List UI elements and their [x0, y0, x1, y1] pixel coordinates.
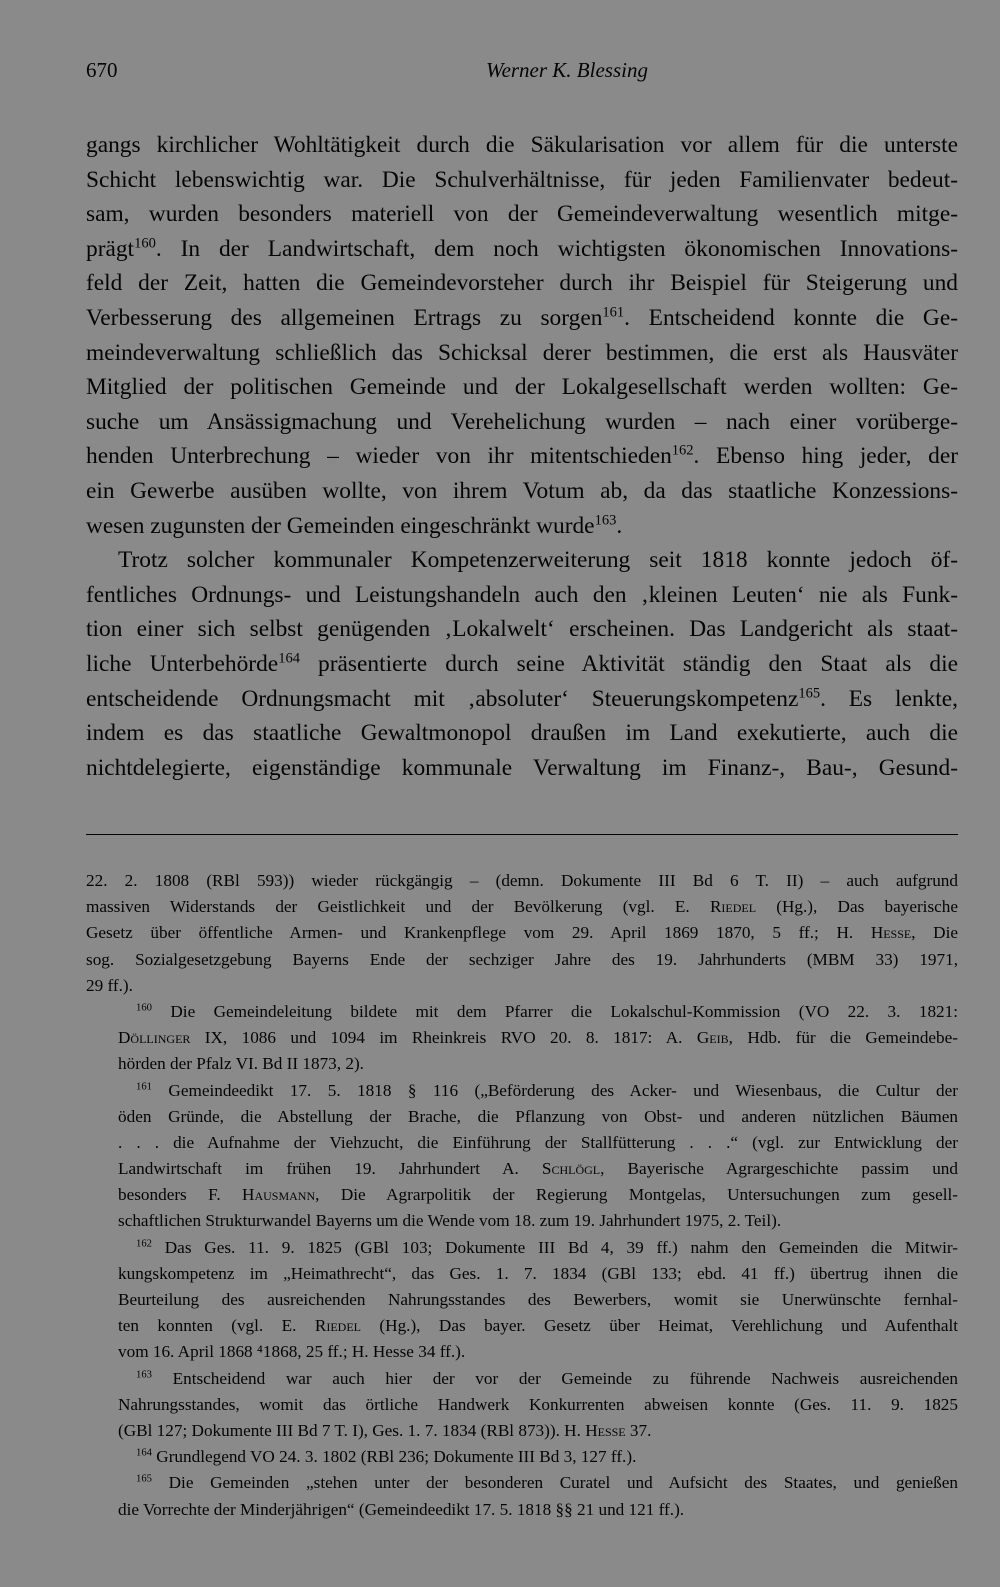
- footnote-line: hörden der Pfalz VI. Bd II 1873, 2).: [118, 1054, 364, 1074]
- footnote-ref: 162: [671, 442, 694, 459]
- footnote-number: 164: [136, 1447, 152, 1459]
- footnote-162: [86, 1235, 958, 1366]
- page-number: 670: [86, 58, 118, 82]
- footnote-ref: 160: [134, 235, 156, 252]
- footnote-line: öden Gründe, die Abstellung der Brache, die Pflanzung von Obst- und anderen nützlichen Bäumen: [118, 1106, 958, 1126]
- footnote-line: ten konnten (vgl. E. Riedel (Hg.), Das bayer. Gesetz über Heimat, Verehlichung und Aufenthalt: [118, 1316, 958, 1336]
- footnote-number: 162: [136, 1238, 152, 1250]
- footnote-number: 160: [136, 1002, 152, 1014]
- text-line: meindeverwaltung schließlich das Schicksal derer bestimmen, die erst als Hausväter: [86, 339, 958, 366]
- text-line: ein Gewerbe ausüben wollte, von ihrem Votum ab, da das staatliche Konzessions-: [86, 477, 958, 504]
- footnote-line: 22. 2. 1808 (RBl 593)) wieder rückgängig – (demn. Dokumente III Bd 6 T. II) – auch aufgrund: [86, 871, 958, 890]
- text-line: Verbesserung des allgemeinen Ertrags zu sorgen$^{161}$. Entscheidend konnte die Ge-: [86, 304, 958, 331]
- text-line: sam, wurden besonders materiell von der Gemeindeverwaltung wesentlich mitge-: [86, 201, 958, 228]
- footnote-line: $^{165}$ Die Gemeinden „stehen unter der besonderen Curatel und Aufsicht des Staates, und genießen: [136, 1473, 958, 1493]
- main-text: [86, 128, 958, 785]
- footnote-line: 29 ff.).: [86, 975, 133, 995]
- footnote-number: 165: [136, 1473, 152, 1485]
- text-line: fentliches Ordnungs- und Leistungshandeln auch den ‚kleinen Leuten‘ nie als Funk-: [86, 581, 958, 608]
- text-line: Trotz solcher kommunaler Kompetenzerweiterung seit 1818 konnte jedoch öf-: [118, 547, 958, 574]
- footnote-line: $^{164}$ Grundlegend VO 24. 3. 1802 (RBl 236; Dokumente III Bd 3, 127 ff.).: [136, 1447, 637, 1467]
- text-line: indem es das staatliche Gewaltmonopol draußen im Land exekutierte, auch die: [86, 720, 958, 747]
- text-line: Mitglied der politischen Gemeinde und der Lokalgesellschaft werden wollten: Ge-: [86, 374, 958, 401]
- text-line: tion einer sich selbst genügenden ‚Lokalwelt‘ erscheinen. Das Landgericht als staat-: [86, 616, 958, 643]
- text-line: liche Unterbehörde$^{164}$ präsentierte durch seine Aktivität ständig den Staat als die: [86, 650, 959, 677]
- footnote-line: Nahrungsstandes, womit das örtliche Handwerk Konkurrenten abweisen konnte (Ges. 11. 9. 1825: [118, 1394, 958, 1414]
- footnote-163: [86, 1366, 958, 1445]
- footnote-number: 163: [136, 1369, 152, 1381]
- footnote-line: sog. Sozialgesetzgebung Bayerns Ende der sechziger Jahre des 19. Jahrhunderts (MBM 33) 1971,: [86, 949, 958, 969]
- footnote-continuation: [86, 868, 958, 999]
- text-line: gangs kirchlicher Wohltätigkeit durch die Säkularisation vor allem für die unterste: [86, 132, 958, 158]
- footnote-line: (GBl 127; Dokumente III Bd 7 T. I), Ges. 1. 7. 1834 (RBl 873)). H. Hesse 37.: [118, 1420, 652, 1440]
- footnote-line: $^{161}$ Gemeindeedikt 17. 5. 1818 § 116 („Beförderung des Acker- und Wiesenbaus, die Cultur der: [136, 1080, 958, 1100]
- text-line: prägt$^{160}$. In der Landwirtschaft, dem noch wichtigsten ökonomischen Innovations-: [86, 235, 958, 262]
- footnote-line: die Vorrechte der Minderjährigen“ (Gemeindeedikt 17. 5. 1818 §§ 21 und 121 ff.).: [118, 1499, 685, 1519]
- text-line: nichtdelegierte, eigenständige kommunale Verwaltung im Finanz-, Bau-, Gesund-: [86, 754, 958, 781]
- text-line: Schicht lebenswichtig war. Die Schulverhältnisse, für jeden Familienvater bedeut-: [86, 166, 958, 193]
- running-title: Werner K. Blessing: [486, 58, 648, 82]
- footnote-ref: 163: [594, 511, 617, 528]
- text-line: wesen zugunsten der Gemeinden eingeschränkt wurde$^{163}$.: [86, 511, 623, 539]
- footnote-164: [86, 1444, 958, 1470]
- footnote-line: vom 16. April 1868 ⁴1868, 25 ff.; H. Hesse 34 ff.).: [118, 1342, 466, 1362]
- footnotes: [86, 868, 958, 1523]
- footnote-number: 161: [136, 1081, 152, 1093]
- text-line: entscheidende Ordnungsmacht mit ‚absoluter‘ Steuerungskompetenz$^{165}$. Es lenkte,: [86, 684, 958, 712]
- footnote-line: kungskompetenz im „Heimathrecht“, das Ges. 1. 7. 1834 (GBl 133; ebd. 41 ff.) übertrug ihnen die: [118, 1263, 958, 1283]
- page-header: [86, 58, 958, 92]
- text-line: suche um Ansässigmachung und Verehelichung wurden – nach einer vorüberge-: [86, 408, 958, 435]
- footnote-line: massiven Widerstands der Geistlichkeit und der Bevölkerung (vgl. E. Riedel (Hg.), Das bayerische: [86, 897, 958, 917]
- footnote-160: [86, 999, 958, 1078]
- footnote-line: $^{160}$ Die Gemeindeleitung bildete mit dem Pfarrer die Lokalschul-Kommission (VO 22. 3. 1821:: [136, 1001, 958, 1021]
- footnote-161: [86, 1078, 958, 1235]
- footnote-line: Landwirtschaft im frühen 19. Jahrhundert A. Schlögl, Bayerische Agrargeschichte passim und: [118, 1159, 958, 1179]
- paragraph-1: [86, 128, 958, 543]
- footnote-line: Gesetz über öffentliche Armen- und Krankenpflege vom 29. April 1869 1870, 5 ff.; H. Hesse, Die: [86, 923, 958, 943]
- footnote-ref: 165: [798, 684, 821, 701]
- footnote-ref: 164: [278, 650, 300, 667]
- footnote-line: Döllinger IX, 1086 und 1094 im Rheinkreis RVO 20. 8. 1817: A. Geib, Hdb. für die Gemeindebe-: [118, 1028, 958, 1048]
- footnote-line: . . . die Aufnahme der Viehzucht, die Einführung der Stallfütterung . . .“ (vgl. zur Entwicklung der: [118, 1132, 958, 1152]
- text-line: feld der Zeit, hatten die Gemeindevorsteher durch ihr Beispiel für Steigerung und: [86, 270, 958, 297]
- footnote-165: [86, 1470, 958, 1522]
- footnote-line: schaftlichen Strukturwandel Bayerns um die Wende vom 18. zum 19. Jahrhundert 1975, 2. Teil).: [118, 1211, 782, 1231]
- footnote-ref: 161: [602, 304, 625, 321]
- footnote-line: Beurteilung des ausreichenden Nahrungsstandes des Bewerbers, womit sie Unerwünschte fernhal-: [118, 1290, 958, 1309]
- footnote-divider: [86, 834, 958, 835]
- footnote-line: besonders F. Hausmann, Die Agrarpolitik der Regierung Montgelas, Untersuchungen zum gesell-: [118, 1185, 958, 1205]
- footnote-line: $^{162}$ Das Ges. 11. 9. 1825 (GBl 103; Dokumente III Bd 4, 39 ff.) nahm den Gemeinden die Mitwir-: [136, 1237, 958, 1257]
- text-line: henden Unterbrechung – wieder von ihr mitentschieden$^{162}$. Ebenso hing jeder, der: [86, 442, 958, 470]
- footnote-line: $^{163}$ Entscheidend war auch hier der vor der Gemeinde zu führende Nachweis ausreichenden: [136, 1368, 958, 1388]
- paragraph-2: [86, 543, 958, 785]
